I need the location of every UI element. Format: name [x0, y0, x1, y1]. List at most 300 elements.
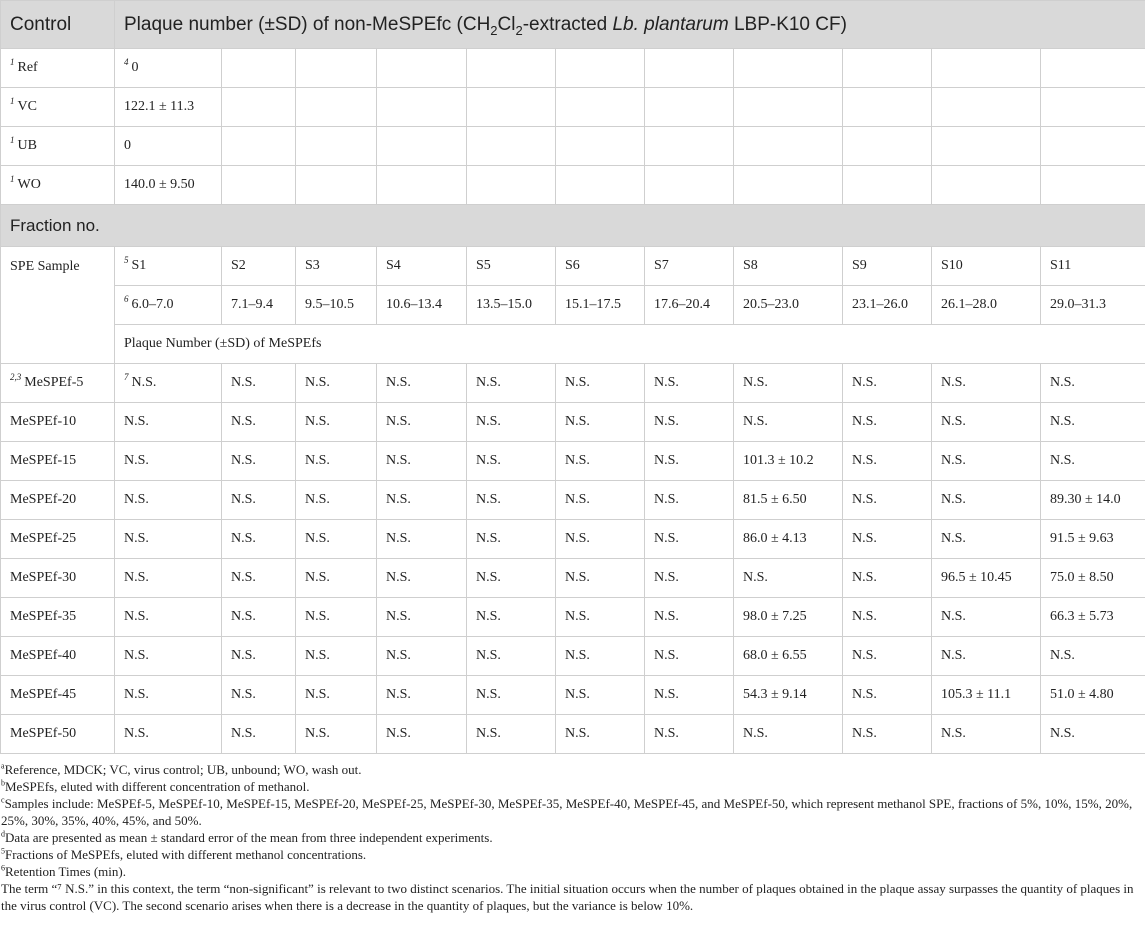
plaque-value: [734, 715, 843, 754]
plaque-value: [296, 598, 377, 637]
empty-cell: [296, 88, 377, 127]
control-row: [1, 88, 1145, 127]
plaque-value: [222, 481, 296, 520]
plaque-value: [377, 364, 467, 403]
plaque-value: [377, 559, 467, 598]
table-row: [1, 676, 1145, 715]
cell-text: S7: [654, 258, 669, 273]
empty-cell: [734, 166, 843, 205]
plaque-value: [467, 598, 556, 637]
cell-text: N.S.: [565, 414, 590, 429]
cell-text: N.S.: [1050, 648, 1075, 663]
cell-text: N.S.: [565, 726, 590, 741]
sample-header: [734, 247, 843, 286]
plaque-value: [377, 715, 467, 754]
cell-text: MeSPEf-10: [10, 414, 77, 429]
cell-text: N.S.: [305, 414, 330, 429]
cell-text: N.S.: [852, 726, 877, 741]
plaque-value: [645, 403, 734, 442]
plaque-value: [645, 598, 734, 637]
fraction-name: [1, 715, 115, 754]
cell-text: N.S.: [476, 609, 501, 624]
cell-text: Plaque Number (±SD) of MeSPEfs: [124, 336, 322, 351]
cell-text: WO: [17, 177, 41, 192]
table-row: [1, 364, 1145, 403]
plaque-value: [932, 715, 1041, 754]
table-row: [1, 520, 1145, 559]
cell-text: N.S.: [565, 570, 590, 585]
cell-text: 0: [131, 60, 139, 75]
cell-text: N.S.: [386, 609, 411, 624]
empty-cell: [932, 166, 1041, 205]
footnote-text: MeSPEfs, eluted with different concentration of methanol.: [5, 779, 310, 794]
plaque-value: [377, 598, 467, 637]
retention-time: [932, 286, 1041, 325]
empty-cell: [556, 88, 645, 127]
fraction-section-row: [1, 205, 1145, 247]
cell-text: N.S.: [476, 648, 501, 663]
empty-cell: [556, 49, 645, 88]
plaque-value: [645, 559, 734, 598]
cell-text: N.S.: [386, 453, 411, 468]
cell-text: 20.5–23.0: [743, 297, 799, 312]
empty-cell: [377, 49, 467, 88]
sample-header: [296, 247, 377, 286]
cell-text: N.S.: [305, 726, 330, 741]
plaque-value: [645, 520, 734, 559]
cell-text: S3: [305, 258, 320, 273]
plaque-value: [115, 676, 222, 715]
cell-text: N.S.: [565, 648, 590, 663]
control-label: [1, 127, 115, 166]
footnote-marker: 1: [10, 96, 15, 107]
cell-text: N.S.: [231, 453, 256, 468]
control-label: [1, 49, 115, 88]
plaque-value: [222, 715, 296, 754]
cell-text: N.S.: [231, 531, 256, 546]
retention-time: [115, 286, 222, 325]
plaque-label-row: [1, 325, 1145, 364]
fraction-name: [1, 364, 115, 403]
footnote-marker: 4: [124, 57, 129, 68]
cell-text: 96.5 ± 10.45: [941, 570, 1012, 585]
cell-text: N.S.: [941, 648, 966, 663]
empty-cell: [932, 49, 1041, 88]
cell-text: N.S.: [654, 687, 679, 702]
retention-time: [1041, 286, 1145, 325]
cell-text: N.S.: [476, 453, 501, 468]
cell-text: N.S.: [124, 414, 149, 429]
plaque-value: [222, 637, 296, 676]
plaque-value: [377, 481, 467, 520]
plaque-value: [645, 676, 734, 715]
cell-text: N.S.: [386, 531, 411, 546]
plaque-value: [296, 481, 377, 520]
plaque-value: [734, 598, 843, 637]
empty-cell: [734, 88, 843, 127]
empty-cell: [843, 127, 932, 166]
plaque-value: [556, 598, 645, 637]
plaque-value: [115, 403, 222, 442]
cell-text: N.S.: [852, 531, 877, 546]
cell-text: MeSPEf-25: [10, 531, 77, 546]
cell-text: N.S.: [131, 375, 157, 390]
cell-text: 6.0–7.0: [131, 297, 174, 312]
plaque-value: [734, 481, 843, 520]
cell-text: 140.0 ± 9.50: [124, 177, 195, 192]
cell-text: MeSPEf-45: [10, 687, 77, 702]
cell-text: 17.6–20.4: [654, 297, 710, 312]
spe-sample-row: [1, 247, 1145, 286]
cell-text: S2: [231, 258, 246, 273]
retention-time: [734, 286, 843, 325]
plaque-value: [222, 442, 296, 481]
cell-text: MeSPEf-5: [24, 375, 84, 390]
cell-text: MeSPEf-35: [10, 609, 77, 624]
sample-header: [377, 247, 467, 286]
control-value: [115, 166, 222, 205]
control-value: [115, 88, 222, 127]
cell-text: N.S.: [743, 414, 768, 429]
empty-cell: [734, 127, 843, 166]
cell-text: 101.3 ± 10.2: [743, 453, 814, 468]
footnote-text: The term “⁷ N.S.” in this context, the term “non-significant” is relevant to two distinct scenarios. The initial situation occurs when the number of plaques obtained in the plaque assay surpasses the quantity of plaques in the virus control (VC). The second scenario arises when there is a decrease in the quantity of plaques, but the variance is below 10%.: [1, 881, 1134, 913]
plaque-value: [296, 637, 377, 676]
cell-text: N.S.: [743, 375, 768, 390]
plaque-value: [932, 676, 1041, 715]
plaque-value: [556, 442, 645, 481]
plaque-value: [1041, 598, 1145, 637]
plaque-value: [932, 364, 1041, 403]
footnote-mark: a: [1, 761, 5, 771]
cell-text: N.S.: [565, 492, 590, 507]
cell-text: N.S.: [941, 453, 966, 468]
sample-header: [932, 247, 1041, 286]
plaque-value: [734, 442, 843, 481]
empty-cell: [556, 166, 645, 205]
cell-text: 0: [124, 138, 131, 153]
cell-text: N.S.: [941, 609, 966, 624]
cell-text: N.S.: [852, 609, 877, 624]
plaque-value: [222, 598, 296, 637]
plaque-number-label: [115, 325, 1145, 364]
plaque-value: [467, 715, 556, 754]
cell-text: N.S.: [476, 492, 501, 507]
plaque-value: [843, 598, 932, 637]
cell-text: N.S.: [941, 414, 966, 429]
cell-text: N.S.: [124, 648, 149, 663]
footnote-marker: 2,3: [10, 372, 22, 383]
plaque-value: [115, 559, 222, 598]
empty-cell: [296, 166, 377, 205]
plaque-value: [734, 364, 843, 403]
plaque-value: [843, 676, 932, 715]
retention-time: [843, 286, 932, 325]
empty-cell: [222, 88, 296, 127]
cell-text: N.S.: [231, 570, 256, 585]
cell-text: N.S.: [565, 375, 590, 390]
plaque-value: [843, 403, 932, 442]
plaque-value: [467, 442, 556, 481]
cell-text: MeSPEf-30: [10, 570, 77, 585]
plaque-value: [556, 559, 645, 598]
control-row: [1, 166, 1145, 205]
empty-cell: [1041, 166, 1145, 205]
plaque-value: [296, 364, 377, 403]
plaque-value: [556, 364, 645, 403]
empty-cell: [377, 127, 467, 166]
cell-text: N.S.: [565, 531, 590, 546]
cell-text: N.S.: [941, 375, 966, 390]
retention-time-row: [1, 286, 1145, 325]
cell-text: N.S.: [386, 492, 411, 507]
retention-time: [222, 286, 296, 325]
fraction-name: [1, 598, 115, 637]
sample-header: [1041, 247, 1145, 286]
cell-text: N.S.: [852, 492, 877, 507]
empty-cell: [222, 166, 296, 205]
footnote-marker: 1: [10, 135, 15, 146]
footnote: [1, 761, 1144, 778]
cell-text: N.S.: [654, 453, 679, 468]
cell-text: N.S.: [654, 570, 679, 585]
footnote-marker: 1: [10, 57, 15, 68]
footnote-mark: 5: [1, 846, 5, 856]
cell-text: N.S.: [386, 570, 411, 585]
cell-text: N.S.: [386, 375, 411, 390]
cell-text: 122.1 ± 11.3: [124, 99, 195, 114]
cell-text: N.S.: [1050, 453, 1075, 468]
empty-cell: [645, 49, 734, 88]
cell-text: 13.5–15.0: [476, 297, 532, 312]
plaque-value: [1041, 637, 1145, 676]
sample-header: [222, 247, 296, 286]
cell-text: N.S.: [305, 648, 330, 663]
plaque-value: [734, 520, 843, 559]
empty-cell: [377, 88, 467, 127]
cell-text: 7.1–9.4: [231, 297, 273, 312]
cell-text: N.S.: [386, 687, 411, 702]
plaque-value: [467, 520, 556, 559]
footnote: [1, 846, 1144, 863]
plaque-value: [296, 676, 377, 715]
cell-text: MeSPEf-20: [10, 492, 77, 507]
control-label: [1, 88, 115, 127]
plaque-value: [1041, 364, 1145, 403]
cell-text: N.S.: [654, 492, 679, 507]
cell-text: N.S.: [305, 375, 330, 390]
cell-text: N.S.: [941, 492, 966, 507]
plaque-value: [843, 637, 932, 676]
cell-text: S10: [941, 258, 963, 273]
cell-text: N.S.: [654, 531, 679, 546]
plaque-value: [932, 403, 1041, 442]
plaque-value: [843, 364, 932, 403]
empty-cell: [843, 49, 932, 88]
cell-text: N.S.: [124, 726, 149, 741]
footnote-mark: c: [1, 795, 5, 805]
cell-text: N.S.: [305, 687, 330, 702]
cell-text: 54.3 ± 9.14: [743, 687, 807, 702]
table-row: [1, 637, 1145, 676]
fraction-name: [1, 481, 115, 520]
plaque-value: [222, 520, 296, 559]
table-row: [1, 598, 1145, 637]
plaque-value: [932, 442, 1041, 481]
empty-cell: [932, 88, 1041, 127]
retention-time: [556, 286, 645, 325]
cell-text: 15.1–17.5: [565, 297, 621, 312]
cell-text: 9.5–10.5: [305, 297, 354, 312]
empty-cell: [645, 166, 734, 205]
footnote-mark: 6: [1, 863, 5, 873]
retention-time: [467, 286, 556, 325]
retention-time: [296, 286, 377, 325]
cell-text: N.S.: [654, 726, 679, 741]
cell-text: 75.0 ± 8.50: [1050, 570, 1114, 585]
fraction-name: [1, 559, 115, 598]
footnote: [1, 863, 1144, 880]
cell-text: 29.0–31.3: [1050, 297, 1106, 312]
plaque-value: [377, 637, 467, 676]
cell-text: N.S.: [386, 726, 411, 741]
cell-text: 26.1–28.0: [941, 297, 997, 312]
table-row: [1, 481, 1145, 520]
cell-text: N.S.: [476, 375, 501, 390]
cell-text: N.S.: [941, 531, 966, 546]
plaque-value: [222, 559, 296, 598]
table-row: [1, 715, 1145, 754]
table-header-row: [1, 1, 1145, 49]
plaque-value: [1041, 520, 1145, 559]
cell-text: VC: [17, 99, 37, 114]
empty-cell: [932, 127, 1041, 166]
plaque-value: [467, 481, 556, 520]
cell-text: S4: [386, 258, 401, 273]
empty-cell: [734, 49, 843, 88]
plaque-value: [1041, 715, 1145, 754]
cell-text: N.S.: [852, 453, 877, 468]
cell-text: N.S.: [231, 726, 256, 741]
plaque-value: [556, 715, 645, 754]
plaque-value: [115, 481, 222, 520]
cell-text: N.S.: [231, 492, 256, 507]
cell-text: SPE Sample: [10, 259, 80, 274]
plaque-value: [377, 520, 467, 559]
cell-text: N.S.: [743, 570, 768, 585]
empty-cell: [645, 127, 734, 166]
cell-text: S11: [1050, 258, 1072, 273]
cell-text: N.S.: [124, 492, 149, 507]
cell-text: 68.0 ± 6.55: [743, 648, 807, 663]
footnote: [1, 795, 1144, 829]
empty-cell: [1041, 127, 1145, 166]
footnote: [1, 880, 1144, 914]
cell-text: N.S.: [654, 414, 679, 429]
plaque-value: [296, 403, 377, 442]
plaque-value: [645, 364, 734, 403]
footnote: [1, 829, 1144, 846]
retention-time: [377, 286, 467, 325]
cell-text: N.S.: [124, 531, 149, 546]
plaque-value: [296, 715, 377, 754]
empty-cell: [296, 127, 377, 166]
species-name: Lb. plantarum: [612, 13, 729, 35]
spe-sample-label: [1, 247, 115, 364]
plaque-value: [556, 403, 645, 442]
cell-text: N.S.: [305, 609, 330, 624]
plaque-value: [645, 715, 734, 754]
cell-text: MeSPEf-15: [10, 453, 77, 468]
plaque-value: [556, 676, 645, 715]
cell-text: N.S.: [852, 687, 877, 702]
plaque-value: [115, 637, 222, 676]
plaque-value: [932, 598, 1041, 637]
cell-text: 91.5 ± 9.63: [1050, 531, 1114, 546]
sample-header: [645, 247, 734, 286]
cell-text: N.S.: [565, 453, 590, 468]
plaque-value: [843, 481, 932, 520]
cell-text: N.S.: [476, 414, 501, 429]
cell-text: N.S.: [124, 570, 149, 585]
cell-text: 51.0 ± 4.80: [1050, 687, 1114, 702]
empty-cell: [296, 49, 377, 88]
control-value: [115, 127, 222, 166]
cell-text: 105.3 ± 11.1: [941, 687, 1012, 702]
footnotes: [0, 754, 1145, 914]
footnote-marker: 7: [124, 372, 129, 383]
control-row: [1, 127, 1145, 166]
cell-text: N.S.: [476, 726, 501, 741]
plaque-value: [115, 715, 222, 754]
fraction-name: [1, 637, 115, 676]
plaque-value: [1041, 442, 1145, 481]
retention-time: [645, 286, 734, 325]
plaque-value: [115, 442, 222, 481]
plaque-value: [932, 637, 1041, 676]
cell-text: 86.0 ± 4.13: [743, 531, 807, 546]
cell-text: N.S.: [852, 375, 877, 390]
plaque-value: [115, 364, 222, 403]
cell-text: N.S.: [386, 414, 411, 429]
cell-text: S1: [131, 258, 147, 273]
empty-cell: [467, 166, 556, 205]
fraction-label: [1, 205, 1145, 247]
footnote-marker: 5: [124, 255, 129, 266]
footnote-mark: b: [1, 778, 5, 788]
footnote-mark: d: [1, 829, 5, 839]
plaque-value: [734, 559, 843, 598]
empty-cell: [556, 127, 645, 166]
cell-text: N.S.: [654, 609, 679, 624]
empty-cell: [467, 88, 556, 127]
plaque-value: [645, 442, 734, 481]
cell-text: N.S.: [1050, 726, 1075, 741]
fraction-name: [1, 520, 115, 559]
plaque-value: [1041, 481, 1145, 520]
plaque-value: [467, 676, 556, 715]
empty-cell: [1041, 49, 1145, 88]
cell-text: N.S.: [231, 687, 256, 702]
empty-cell: [843, 88, 932, 127]
plaque-value: [467, 559, 556, 598]
plaque-value: [1041, 676, 1145, 715]
cell-text: N.S.: [231, 375, 256, 390]
footnote-marker: 6: [124, 294, 129, 305]
plaque-value: [222, 364, 296, 403]
plaque-value: [932, 481, 1041, 520]
control-value: [115, 49, 222, 88]
